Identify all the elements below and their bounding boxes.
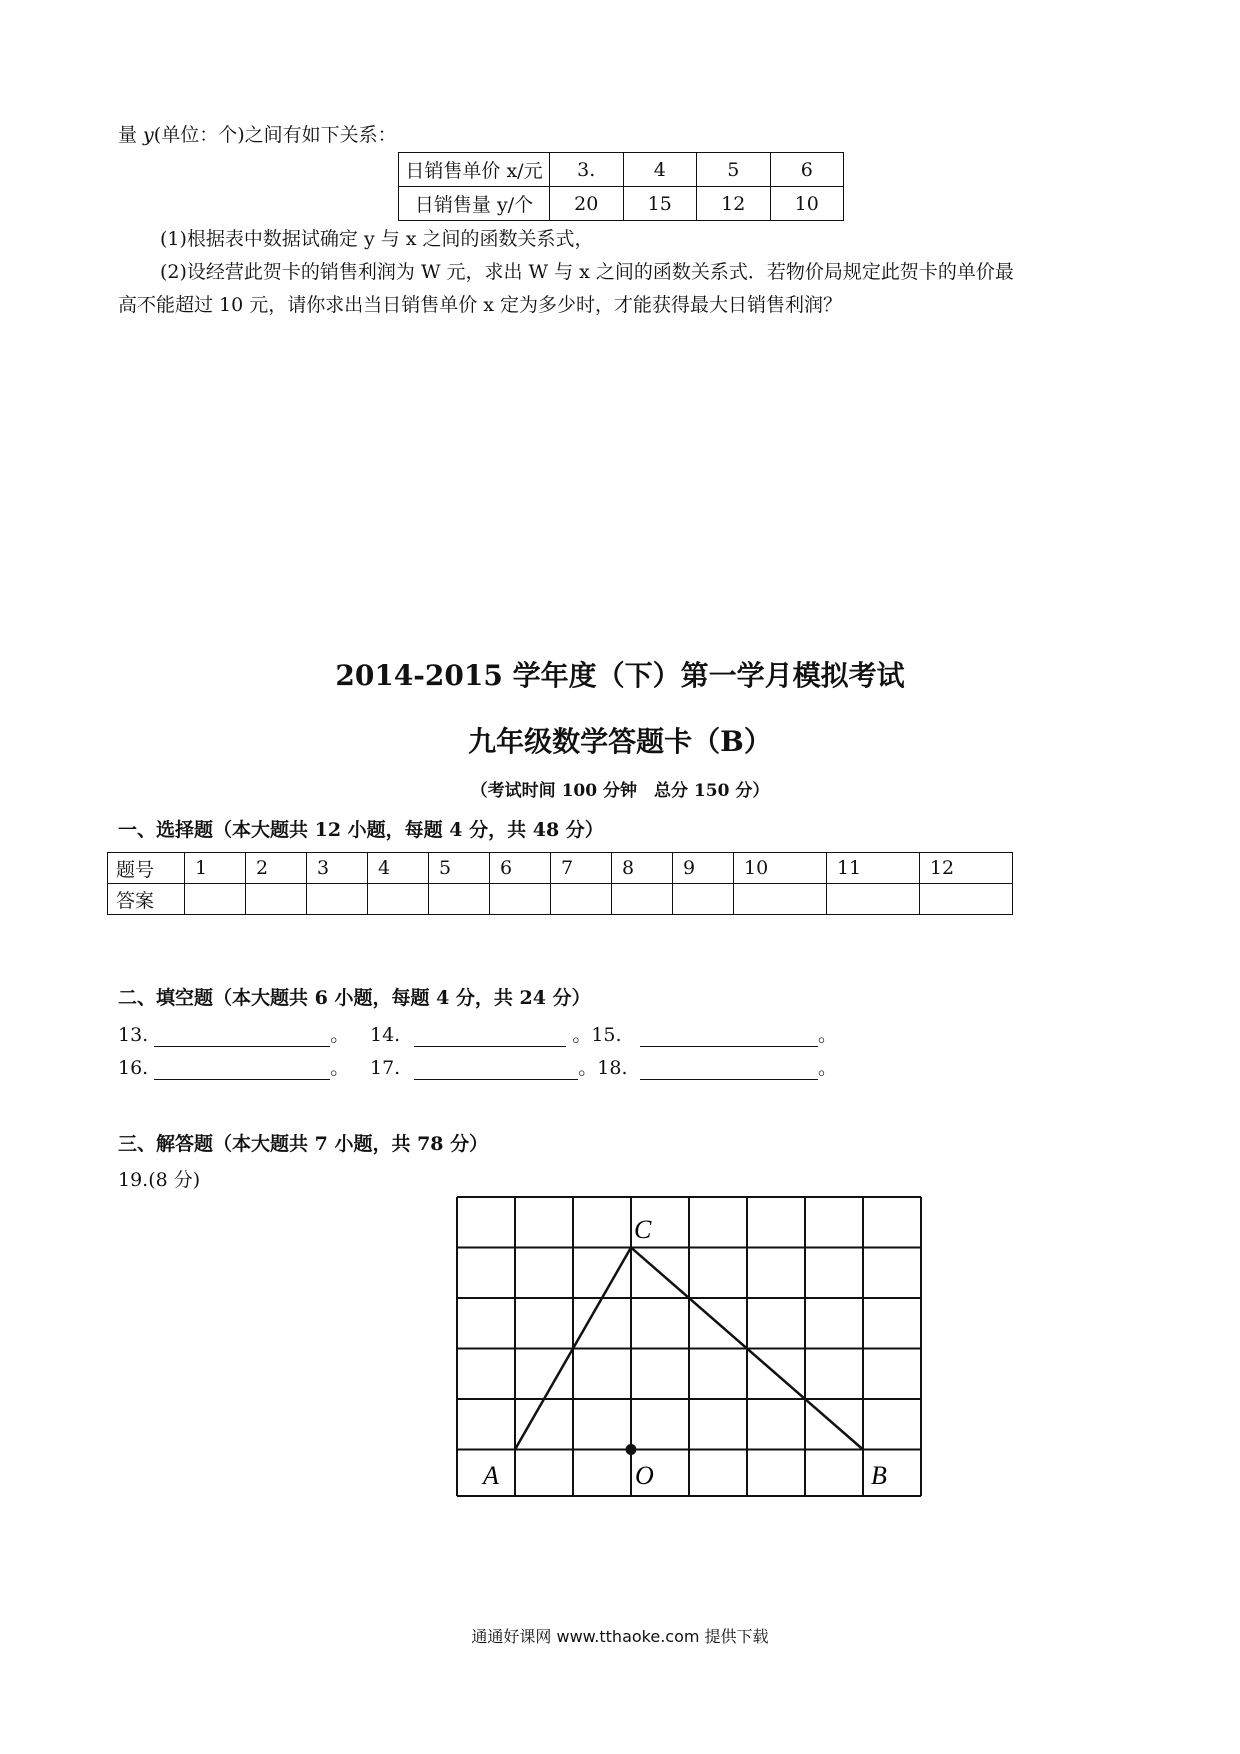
- question-number-cell: 1: [185, 853, 246, 884]
- sales-label-price: 日销售单价 x/元: [399, 153, 550, 187]
- intro-var-y: y: [143, 124, 154, 146]
- exam-info: （考试时间 100 分钟 总分 150 分）: [470, 781, 770, 801]
- question-number-cell: 9: [673, 853, 734, 884]
- blank-end: 。: [818, 1057, 838, 1079]
- answer-cell[interactable]: [490, 884, 551, 915]
- fill-blank-row-2b: [370, 1053, 628, 1080]
- blank-13[interactable]: [154, 1024, 330, 1047]
- sales-label-quantity: 日销售量 y/个: [399, 187, 550, 221]
- grid-figure: [452, 1192, 932, 1502]
- question-19-label: 19.(8 分): [118, 1169, 201, 1191]
- blank-18[interactable]: [640, 1057, 818, 1080]
- blank-15[interactable]: [640, 1024, 818, 1047]
- label-b: B: [871, 1461, 887, 1490]
- blank-end: 。: [578, 1057, 598, 1079]
- blank-number-17: 17.: [370, 1057, 401, 1079]
- answer-cell[interactable]: [551, 884, 612, 915]
- answer-cell[interactable]: [246, 884, 307, 915]
- question-1: (1)根据表中数据试确定 y 与 x 之间的函数关系式，: [160, 228, 594, 250]
- point-o-dot: [626, 1444, 637, 1455]
- exam-subtitle: 九年级数学答题卡（B）: [468, 725, 772, 758]
- blank-end: 。: [818, 1024, 838, 1046]
- sales-cell: 10: [770, 187, 844, 221]
- sales-cell: 5: [697, 153, 771, 187]
- fill-blank-row-1: [118, 1020, 349, 1047]
- question-number-cell: 11: [826, 853, 919, 884]
- question-number-cell: 10: [734, 853, 827, 884]
- question-number-cell: 6: [490, 853, 551, 884]
- blank-17[interactable]: [414, 1057, 578, 1080]
- blank-end: 。: [330, 1057, 350, 1079]
- label-c: C: [634, 1215, 652, 1244]
- blank-end: 。: [330, 1024, 350, 1046]
- blank-number-18: 18.: [597, 1057, 628, 1079]
- label-o: O: [635, 1461, 654, 1490]
- intro-prefix: 量: [118, 124, 144, 146]
- fill-blank-row-2: [118, 1053, 349, 1080]
- answer-cell[interactable]: [185, 884, 246, 915]
- section2-heading: 二、填空题（本大题共 6 小题，每题 4 分，共 24 分）: [118, 987, 591, 1009]
- table-row: [108, 853, 1013, 884]
- blank-16[interactable]: [154, 1057, 330, 1080]
- exam-title: 2014-2015 学年度（下）第一学月模拟考试: [335, 659, 905, 692]
- fill-blank-row-1c: [640, 1020, 837, 1047]
- section1-heading: 一、选择题（本大题共 12 小题，每题 4 分，共 48 分）: [118, 819, 604, 841]
- blank-number-15: 15.: [591, 1024, 622, 1046]
- grid-lines: [457, 1197, 921, 1496]
- answer-cell[interactable]: [368, 884, 429, 915]
- answer-cell[interactable]: [612, 884, 673, 915]
- answer-cell[interactable]: [307, 884, 368, 915]
- blank-end: 。: [572, 1024, 592, 1046]
- sales-cell: 15: [623, 187, 697, 221]
- intro-suffix: (单位：个)之间有如下关系：: [153, 124, 397, 146]
- question-2-line-1: (2)设经营此贺卡的销售利润为 W 元，求出 W 与 x 之间的函数关系式．若物价局规定此贺卡的单价最: [160, 261, 1014, 283]
- answer-cell[interactable]: [826, 884, 919, 915]
- blank-number-16: 16.: [118, 1057, 149, 1079]
- answer-cell[interactable]: [919, 884, 1012, 915]
- row-label-number: 题号: [108, 853, 185, 884]
- row-label-answer: 答案: [108, 884, 185, 915]
- table-row: [108, 884, 1013, 915]
- answer-cell[interactable]: [734, 884, 827, 915]
- blank-14[interactable]: [414, 1024, 566, 1047]
- question-number-cell: 5: [429, 853, 490, 884]
- problem-intro: [118, 122, 397, 148]
- label-a: A: [483, 1461, 499, 1490]
- blank-number-14: 14.: [370, 1024, 401, 1046]
- sales-cell: 6: [770, 153, 844, 187]
- sales-cell: 12: [697, 187, 771, 221]
- sales-table: [398, 152, 844, 221]
- question-number-cell: 12: [919, 853, 1012, 884]
- sales-cell: 4: [623, 153, 697, 187]
- choice-answer-table: [107, 852, 1013, 915]
- fill-blank-row-2c: [640, 1053, 837, 1080]
- question-2-line-2: 高不能超过 10 元，请你求出当日销售单价 x 定为多少时，才能获得最大日销售利润？: [118, 294, 843, 316]
- question-number-cell: 8: [612, 853, 673, 884]
- table-row: [399, 153, 844, 187]
- question-number-cell: 3: [307, 853, 368, 884]
- sales-cell: 3.: [550, 153, 624, 187]
- table-row: [399, 187, 844, 221]
- section3-heading: 三、解答题（本大题共 7 小题，共 78 分）: [118, 1133, 489, 1155]
- fill-blank-row-1b: [370, 1020, 622, 1047]
- answer-cell[interactable]: [673, 884, 734, 915]
- blank-number-13: 13.: [118, 1024, 149, 1046]
- question-number-cell: 4: [368, 853, 429, 884]
- question-number-cell: 7: [551, 853, 612, 884]
- answer-cell[interactable]: [429, 884, 490, 915]
- sales-cell: 20: [550, 187, 624, 221]
- page-footer: 通通好课网 www.tthaoke.com 提供下载: [471, 1627, 769, 1646]
- question-number-cell: 2: [246, 853, 307, 884]
